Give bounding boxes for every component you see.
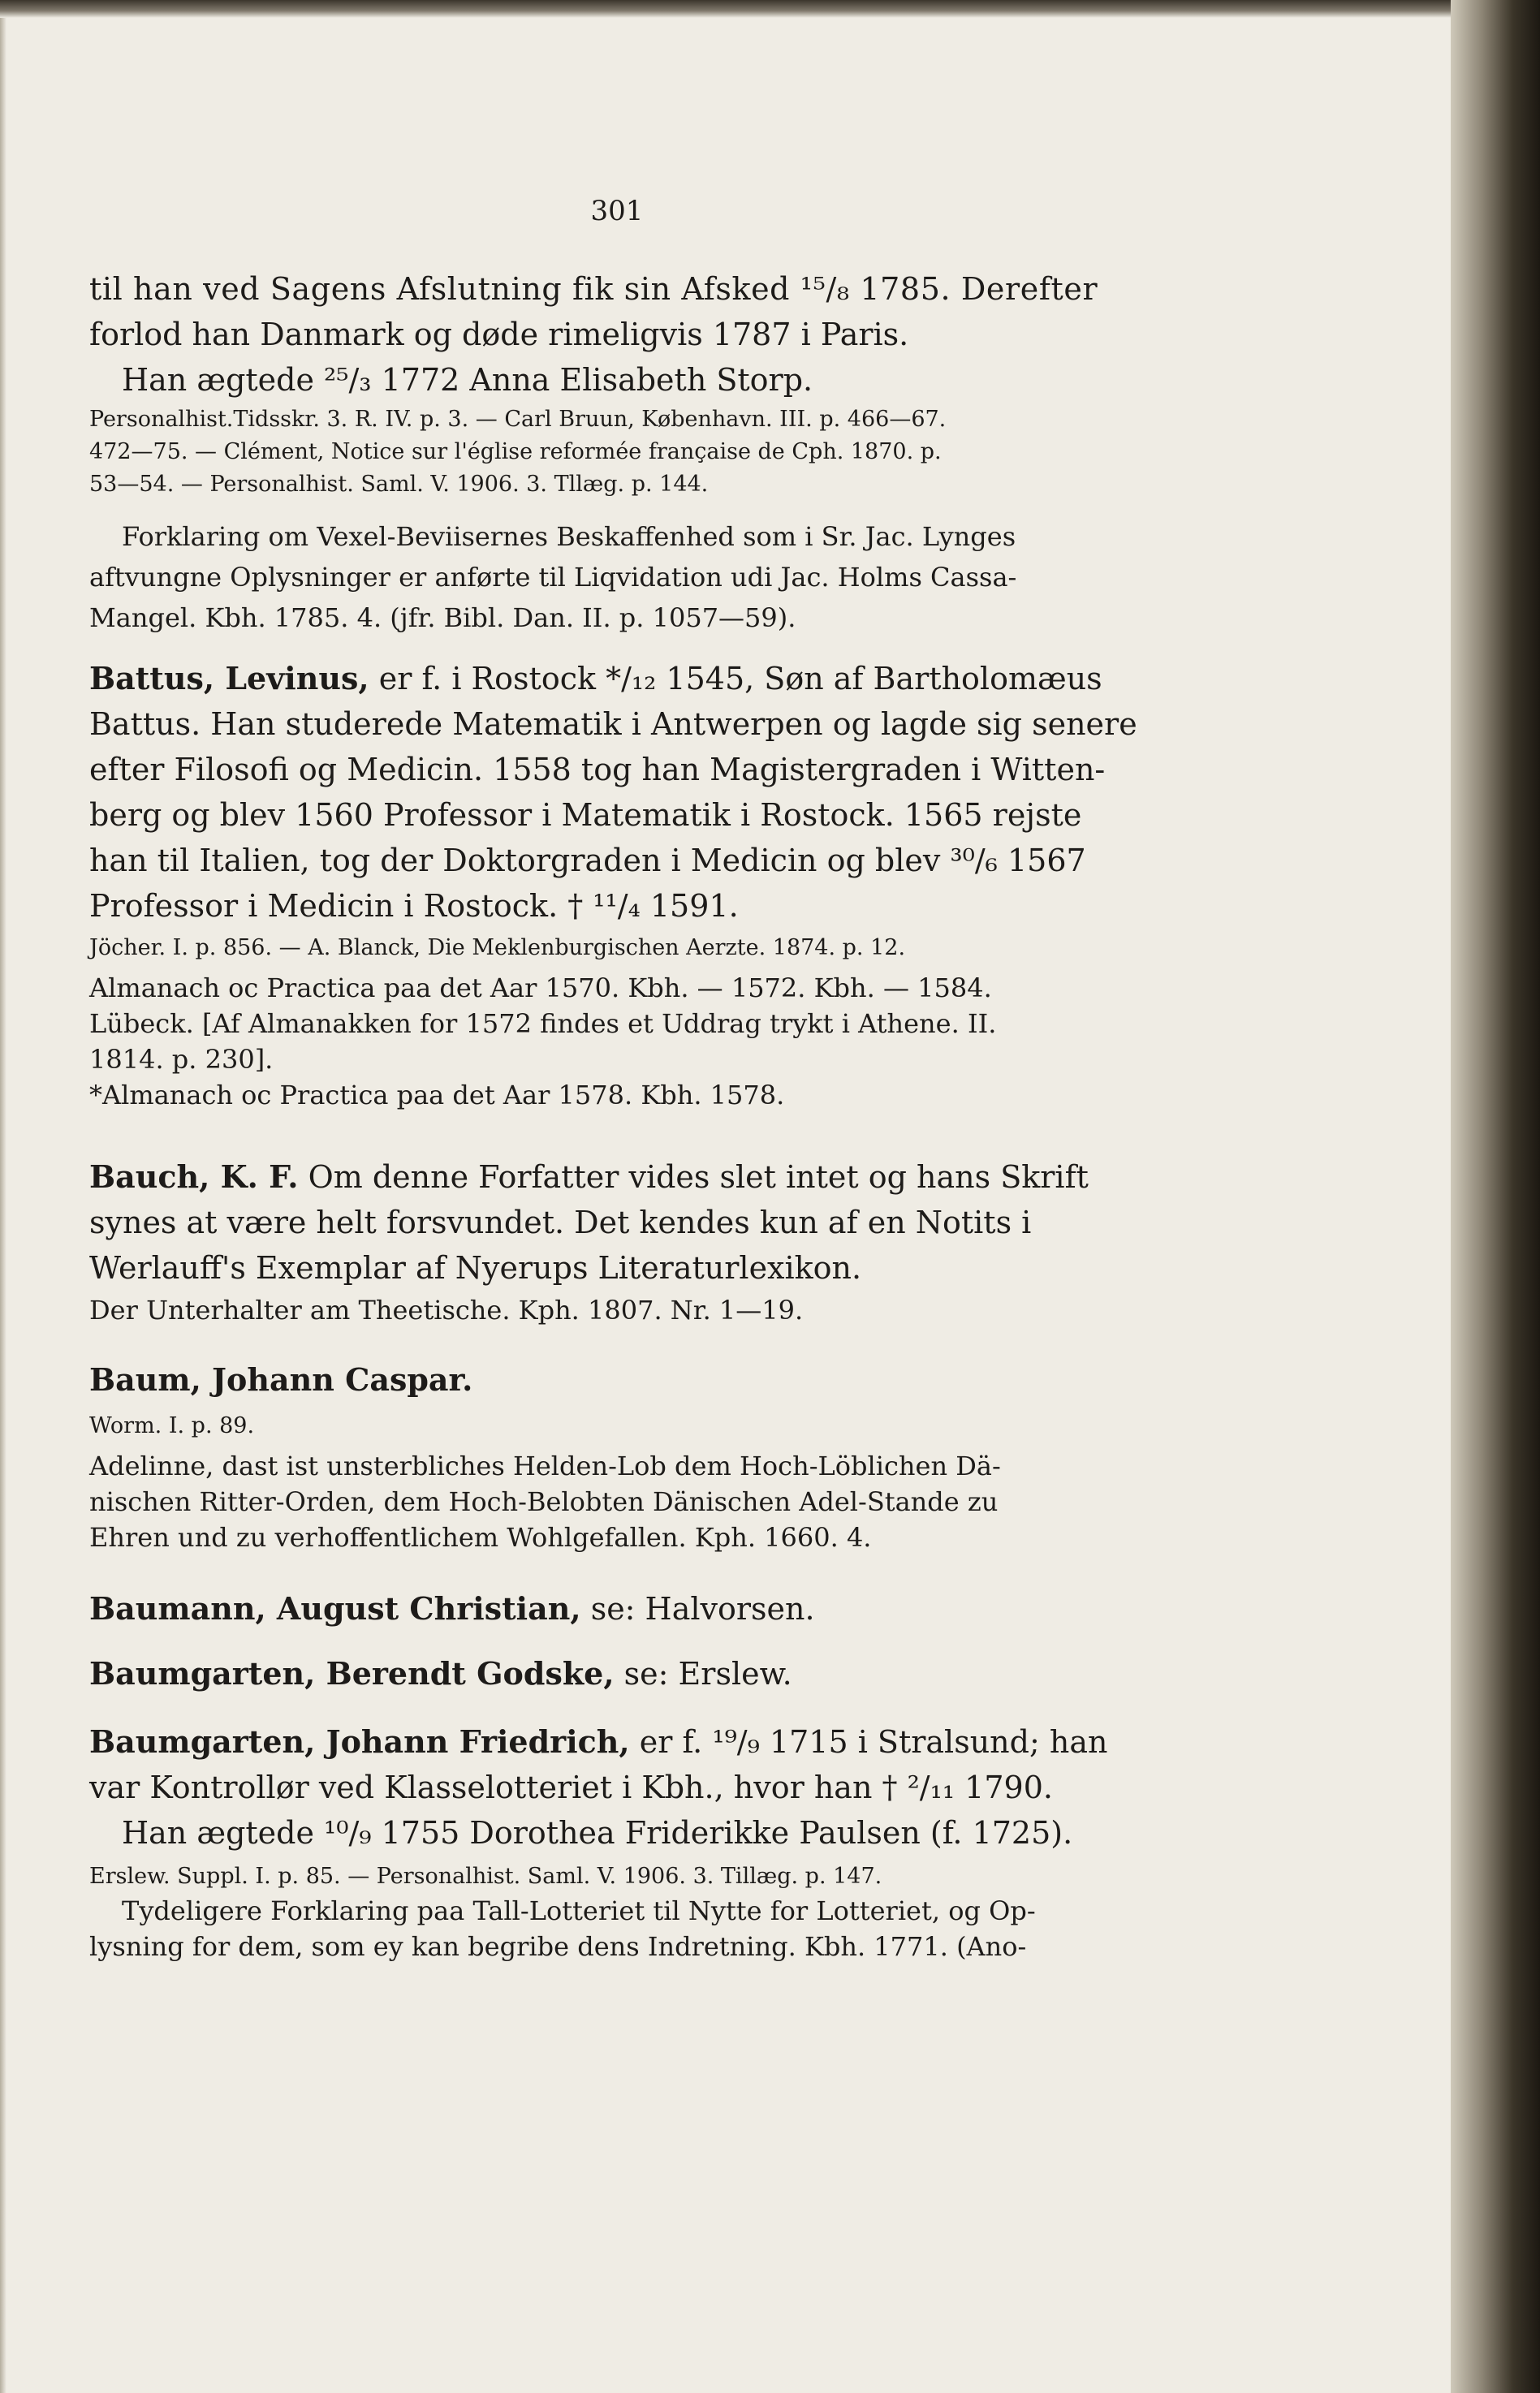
entry-name: Battus, Levinus,: [89, 660, 369, 696]
refs-battus: [89, 932, 1145, 964]
work-line: lysning for dem, som ey kan begribe dens Indretning. Kbh. 1771. (Ano-: [89, 1931, 1027, 1962]
work-line: Adelinne, dast ist unsterbliches Helden-Lob dem Hoch-Löblichen Dä-: [89, 1451, 1001, 1481]
body-line: Battus. Han studerede Matematik i Antwerpen og lagde sig senere: [89, 706, 1137, 742]
body-line: Han ægtede ²⁵/₃ 1772 Anna Elisabeth Storp.: [122, 362, 813, 398]
page-number: 301: [590, 195, 644, 227]
ref-line: Erslew. Suppl. I. p. 85. — Personalhist. Saml. V. 1906. 3. Tillæg. p. 147.: [89, 1864, 882, 1889]
works-baum: [89, 1448, 1145, 1555]
entry-name: Baum, Johann Caspar.: [89, 1361, 473, 1398]
entry-name: Baumgarten, Berendt Godske,: [89, 1655, 615, 1692]
body-line: er f. ¹⁹/₉ 1715 i Stralsund; han: [639, 1724, 1108, 1760]
work-line: aftvungne Oplysninger er anførte til Liqvidation udi Jac. Holms Cassa-: [89, 562, 1017, 593]
work-line: Der Unterhalter am Theetische. Kph. 1807. Nr. 1—19.: [89, 1295, 804, 1326]
ref-line: 53—54. — Personalhist. Saml. V. 1906. 3. Tllæg. p. 144.: [89, 472, 709, 497]
work-line: Tydeligere Forklaring paa Tall-Lotteriet til Nytte for Lotteriet, og Op-: [122, 1895, 1036, 1926]
works-baumgarten-johann: [89, 1893, 1145, 1964]
entry-name: Bauch, K. F.: [89, 1158, 299, 1195]
book-binding-spine: [1451, 0, 1540, 2393]
work-line: Ehren und zu verhoffentlichem Wohlgefallen. Kph. 1660. 4.: [89, 1522, 872, 1553]
work-line: 1814. p. 230].: [89, 1044, 274, 1075]
page-top-edge: [0, 0, 1540, 18]
works-battus: [89, 970, 1145, 1113]
body-line: er f. i Rostock */₁₂ 1545, Søn af Bartholomæus: [378, 661, 1102, 696]
work-line: Mangel. Kbh. 1785. 4. (jfr. Bibl. Dan. II. p. 1057—59).: [89, 602, 796, 633]
body-line: synes at være helt forsvundet. Det kendes kun af en Notits i: [89, 1205, 1032, 1240]
entry-baumgarten-johann: [89, 1719, 1145, 1856]
body-line: forlod han Danmark og døde rimeligvis 1787 i Paris.: [89, 317, 909, 352]
entry-baumann: [89, 1586, 1145, 1632]
work-line: Forklaring om Vexel-Beviisernes Beskaffenhed som i Sr. Jac. Lynges: [122, 521, 1016, 552]
entry-name: Baumann, August Christian,: [89, 1590, 581, 1627]
see-reference: se: Erslew.: [623, 1656, 792, 1692]
body-line: Han ægtede ¹⁰/₉ 1755 Dorothea Friderikke Paulsen (f. 1725).: [122, 1815, 1073, 1851]
page-left-edge: [0, 0, 6, 2393]
body-line: var Kontrollør ved Klasselotteriet i Kbh., hvor han † ²/₁₁ 1790.: [89, 1770, 1053, 1805]
body-line: berg og blev 1560 Professor i Matematik i Rostock. 1565 rejste: [89, 797, 1082, 833]
body-line: Professor i Medicin i Rostock. † ¹¹/₄ 1591.: [89, 888, 739, 924]
works-storp: [89, 516, 1145, 638]
entry-storp: [89, 266, 1145, 403]
entry-bauch: [89, 1154, 1145, 1291]
entry-battus: [89, 656, 1145, 929]
work-line: Almanach oc Practica paa det Aar 1570. Kbh. — 1572. Kbh. — 1584.: [89, 972, 992, 1003]
works-bauch: [89, 1292, 1145, 1328]
body-line: Om denne Forfatter vides slet intet og hans Skrift: [308, 1159, 1089, 1195]
see-reference: se: Halvorsen.: [590, 1591, 815, 1627]
work-line: *Almanach oc Practica paa det Aar 1578. Kbh. 1578.: [89, 1080, 785, 1110]
body-line: Werlauff's Exemplar af Nyerups Literaturlexikon.: [89, 1250, 862, 1286]
work-line: nischen Ritter-Orden, dem Hoch-Belobten Dänischen Adel-Stande zu: [89, 1486, 999, 1517]
body-line: han til Italien, tog der Doktorgraden i Medicin og blev ³⁰/₆ 1567: [89, 843, 1086, 878]
ref-line: Jöcher. I. p. 856. — A. Blanck, Die Meklenburgischen Aerzte. 1874. p. 12.: [89, 935, 906, 960]
refs-baumgarten-johann: [89, 1861, 1145, 1893]
entry-baum: [89, 1357, 1145, 1403]
ref-line: Personalhist.Tidsskr. 3. R. IV. p. 3. — Carl Bruun, København. III. p. 466—67.: [89, 407, 947, 432]
refs-baum: [89, 1410, 1145, 1442]
entry-name: Baumgarten, Johann Friedrich,: [89, 1723, 630, 1760]
body-line: efter Filosofi og Medicin. 1558 tog han Magistergraden i Witten-: [89, 752, 1106, 787]
ref-line: Worm. I. p. 89.: [89, 1413, 255, 1438]
entry-baumgarten-berendt: [89, 1651, 1145, 1697]
body-line: til han ved Sagens Afslutning fik sin Afsked ¹⁵/₈ 1785. Derefter: [89, 271, 1098, 307]
ref-line: 472—75. — Clément, Notice sur l'église reformée française de Cph. 1870. p.: [89, 439, 942, 464]
refs-storp: [89, 403, 1145, 501]
work-line: Lübeck. [Af Almanakken for 1572 findes et Uddrag trykt i Athene. II.: [89, 1008, 997, 1039]
